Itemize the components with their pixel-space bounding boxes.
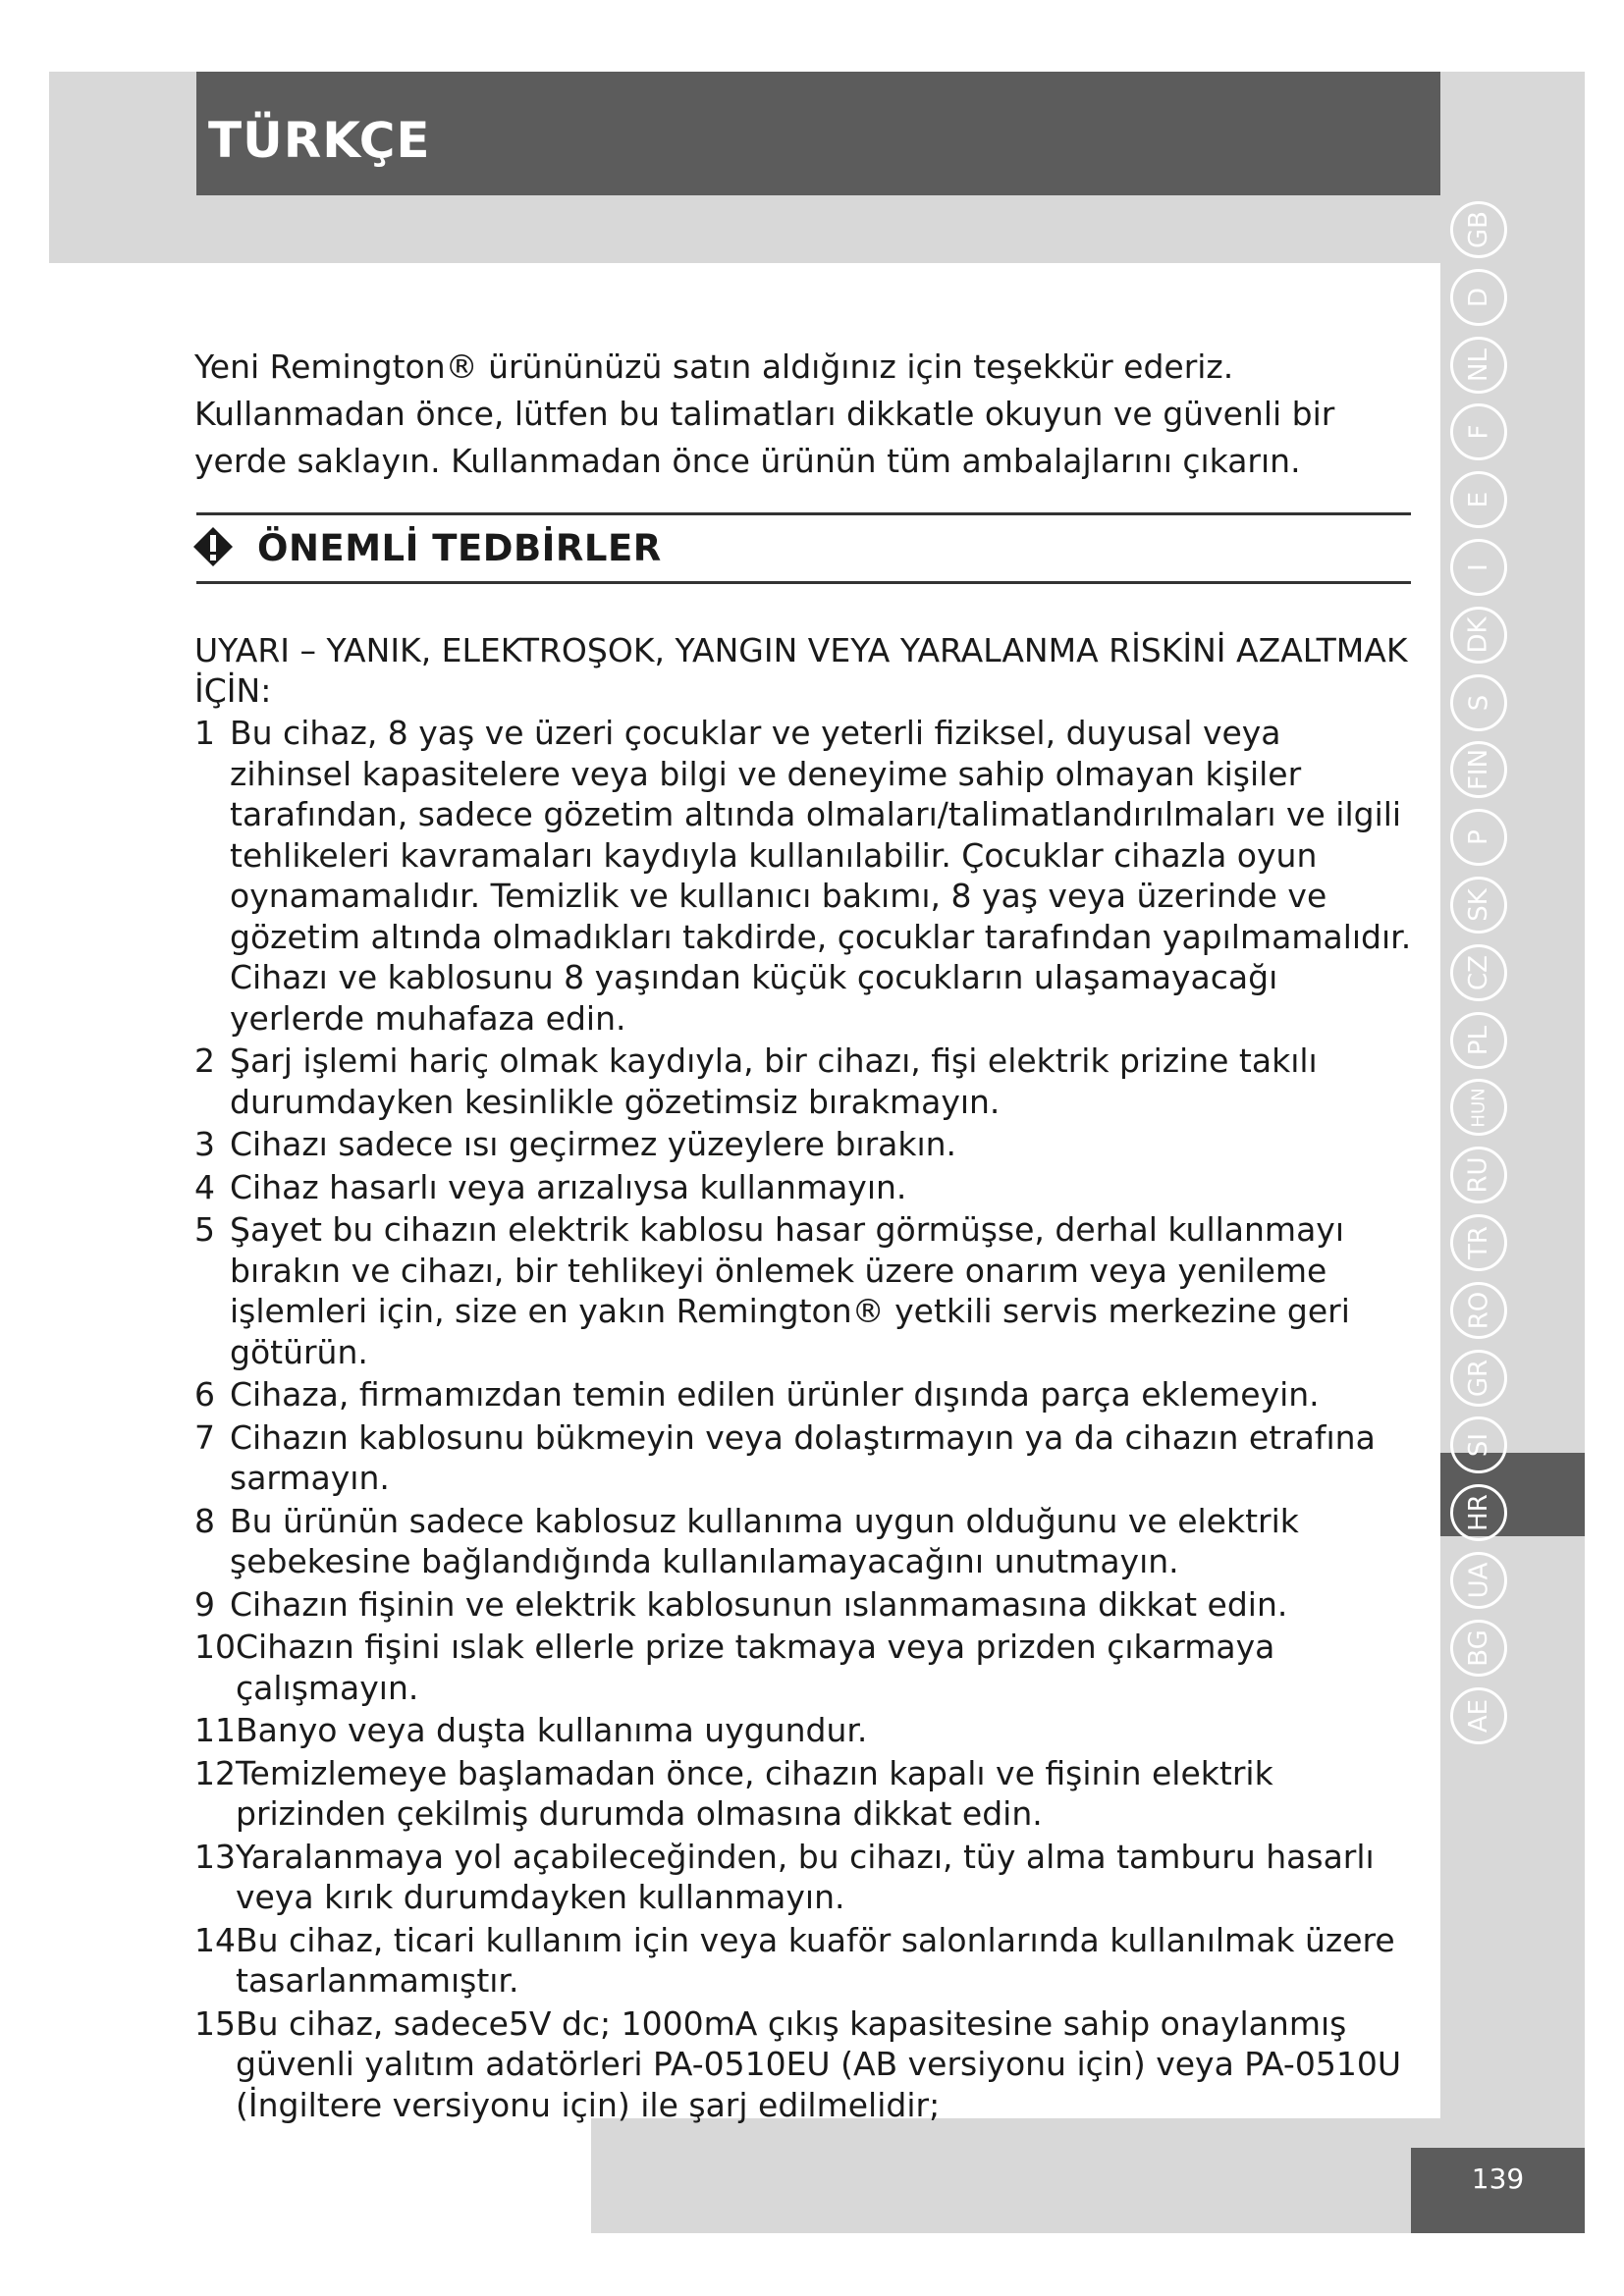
language-tab-hr[interactable]: HR — [1450, 1484, 1507, 1541]
item-text: Bu cihaz, ticari kullanım için veya kuaför salonlarında kullanılmak üzere tasarlanmamıştır. — [236, 1920, 1395, 2000]
list-item — [194, 1627, 1422, 1708]
language-tab-sk[interactable]: SK — [1450, 877, 1507, 934]
item-text: Temizlemeye başlamadan önce, cihazın kapalı ve fişinin elektrik prizinden çekilmiş durumda olmasına dikkat edin. — [236, 1753, 1273, 1833]
warning-icon — [192, 526, 234, 567]
language-tab-pl[interactable]: PL — [1450, 1012, 1507, 1069]
language-tab-cz[interactable]: CZ — [1450, 944, 1507, 1001]
item-text: Cihazın fişini ıslak ellerle prize takmaya veya prizden çıkarmaya çalışmayın. — [236, 1628, 1275, 1707]
item-text: Yaralanmaya yol açabileceğinden, bu cihazı, tüy alma tamburu hasarlı veya kırık durumdayken kullanmayın. — [236, 1837, 1375, 1916]
item-number: 14 — [194, 1920, 236, 1959]
list-item — [194, 1753, 1422, 1835]
language-tab-dk[interactable]: DK — [1450, 607, 1507, 664]
list-item — [194, 2003, 1422, 2126]
item-number: 12 — [194, 1753, 236, 1792]
safety-list — [194, 713, 1422, 2127]
item-text: Cihaz hasarlı veya arızalıysa kullanmayın. — [230, 1167, 907, 1206]
item-text: Cihazın kablosunu bükmeyin veya dolaştırmayın ya da cihazın etrafına sarmayın. — [230, 1417, 1376, 1497]
item-number: 13 — [194, 1837, 236, 1876]
language-tab-f[interactable]: F — [1450, 403, 1507, 460]
list-item — [194, 1920, 1422, 2002]
language-tab-gb[interactable]: GB — [1450, 201, 1507, 258]
item-text: Cihazı sadece ısı geçirmez yüzeylere bırakın. — [230, 1125, 957, 1163]
list-item — [194, 1584, 1422, 1626]
language-tab-si[interactable]: SI — [1450, 1416, 1507, 1473]
list-item — [194, 1837, 1422, 1918]
item-number: 1 — [194, 714, 215, 752]
language-tab-fin[interactable]: FIN — [1450, 741, 1507, 798]
language-tab-ru[interactable]: RU — [1450, 1147, 1507, 1203]
item-text: Bu ürünün sadece kablosuz kullanıma uygun olduğunu ve elektrik şebekesine bağlandığında kullanılamayacağını unutmayın. — [230, 1501, 1299, 1580]
warning-text: UYARI – YANIK, ELEKTROŞOK, YANGIN VEYA YARALANMA RİSKİNİ AZALTMAK İÇİN: — [194, 631, 1408, 710]
item-text: Bu cihaz, sadece5V dc; 1000mA çıkış kapasitesine sahip onaylanmış güvenli yalıtım adatörleri PA-0510EU (AB versiyonu için) veya PA-0510U (İngiltere versiyonu için) ile şarj edilmelidir; — [236, 2003, 1401, 2124]
language-tab-gr[interactable]: GR — [1450, 1350, 1507, 1407]
list-item — [194, 1417, 1422, 1499]
language-tab-bg[interactable]: BG — [1450, 1620, 1507, 1677]
language-tab-s[interactable]: S — [1450, 674, 1507, 731]
language-tab-d[interactable]: D — [1450, 269, 1507, 326]
page-title: TÜRKÇE — [208, 112, 431, 169]
language-tab-ua[interactable]: UA — [1450, 1552, 1507, 1609]
section-rule-bottom — [196, 581, 1411, 584]
list-item — [194, 713, 1422, 1039]
item-number: 6 — [194, 1375, 215, 1414]
item-number: 11 — [194, 1711, 236, 1749]
language-tabs — [1450, 201, 1513, 1754]
language-tab-p[interactable]: P — [1450, 809, 1507, 866]
item-number: 5 — [194, 1210, 215, 1249]
language-tab-ro[interactable]: RO — [1450, 1282, 1507, 1339]
item-number: 15 — [194, 2003, 236, 2043]
section-rule-top — [196, 512, 1411, 515]
item-number: 9 — [194, 1584, 215, 1624]
list-item — [194, 1041, 1422, 1122]
list-item — [194, 1501, 1422, 1582]
language-tab-nl[interactable]: NL — [1450, 337, 1507, 394]
list-item — [194, 1167, 1422, 1208]
item-text: Bu cihaz, 8 yaş ve üzeri çocuklar ve yeterli fiziksel, duyusal veya zihinsel kapasitelere veya bilgi ve deneyime sahip olmayan kişiler tarafından, sadece gözetim altında olmaları/talimatlandırılmaları ve ilgili tehlikeleri kavramaları kaydıyla kullanılabilir. Çocuklar cihazla oyun oynamamalıdır. Temizlik ve kullanıcı bakımı, 8 yaş veya üzerinde ve gözetim altında olmadıkları takdirde, çocuklar tarafından yapılmamalıdır. Cihazı ve kablosunu 8 yaşından küçük çocukların ulaşamayacağı yerlerde muhafaza edin. — [230, 714, 1412, 1038]
item-text: Cihazın fişinin ve elektrik kablosunun ıslanmamasına dikkat edin. — [230, 1584, 1288, 1624]
item-number: 2 — [194, 1041, 215, 1080]
language-tab-hun[interactable]: HUN — [1450, 1079, 1507, 1136]
list-item — [194, 1710, 1422, 1751]
language-tab-tr[interactable]: TR — [1450, 1214, 1507, 1271]
item-text: Cihaza, firmamızdan temin edilen ürünler dışında parça eklemeyin. — [230, 1375, 1320, 1414]
list-item — [194, 1124, 1422, 1165]
section-heading: ÖNEMLİ TEDBİRLER — [257, 527, 662, 569]
item-number: 8 — [194, 1501, 215, 1540]
intro-paragraph: Yeni Remington® ürününüzü satın aldığınız için teşekkür ederiz. Kullanmadan önce, lütfen bu talimatları dikkatle okuyun ve güvenli bir yerde saklayın. Kullanmadan önce ürünün tüm ambalajlarını çıkarın. — [194, 347, 1335, 480]
item-text: Banyo veya duşta kullanıma uygundur. — [236, 1711, 868, 1749]
list-item — [194, 1374, 1422, 1415]
item-text: Şarj işlemi hariç olmak kaydıyla, bir cihazı, fişi elektrik prizine takılı durumdayken kesinlikle gözetimsiz bırakmayın. — [230, 1041, 1318, 1121]
page-number: 139 — [1471, 2163, 1525, 2195]
list-item — [194, 1209, 1422, 1372]
item-number: 10 — [194, 1628, 236, 1666]
item-number: 7 — [194, 1417, 215, 1457]
item-text: Şayet bu cihazın elektrik kablosu hasar görmüşse, derhal kullanmayı bırakın ve cihazı, bir tehlikeyi önlemek üzere onarım veya yenileme işlemleri için, size en yakın Remington® yetkili servis merkezine geri götürün. — [230, 1210, 1350, 1371]
language-tab-e[interactable]: E — [1450, 471, 1507, 528]
language-tab-ae[interactable]: AE — [1450, 1687, 1507, 1744]
item-number: 3 — [194, 1125, 215, 1163]
language-tab-i[interactable]: I — [1450, 539, 1507, 596]
item-number: 4 — [194, 1167, 215, 1206]
